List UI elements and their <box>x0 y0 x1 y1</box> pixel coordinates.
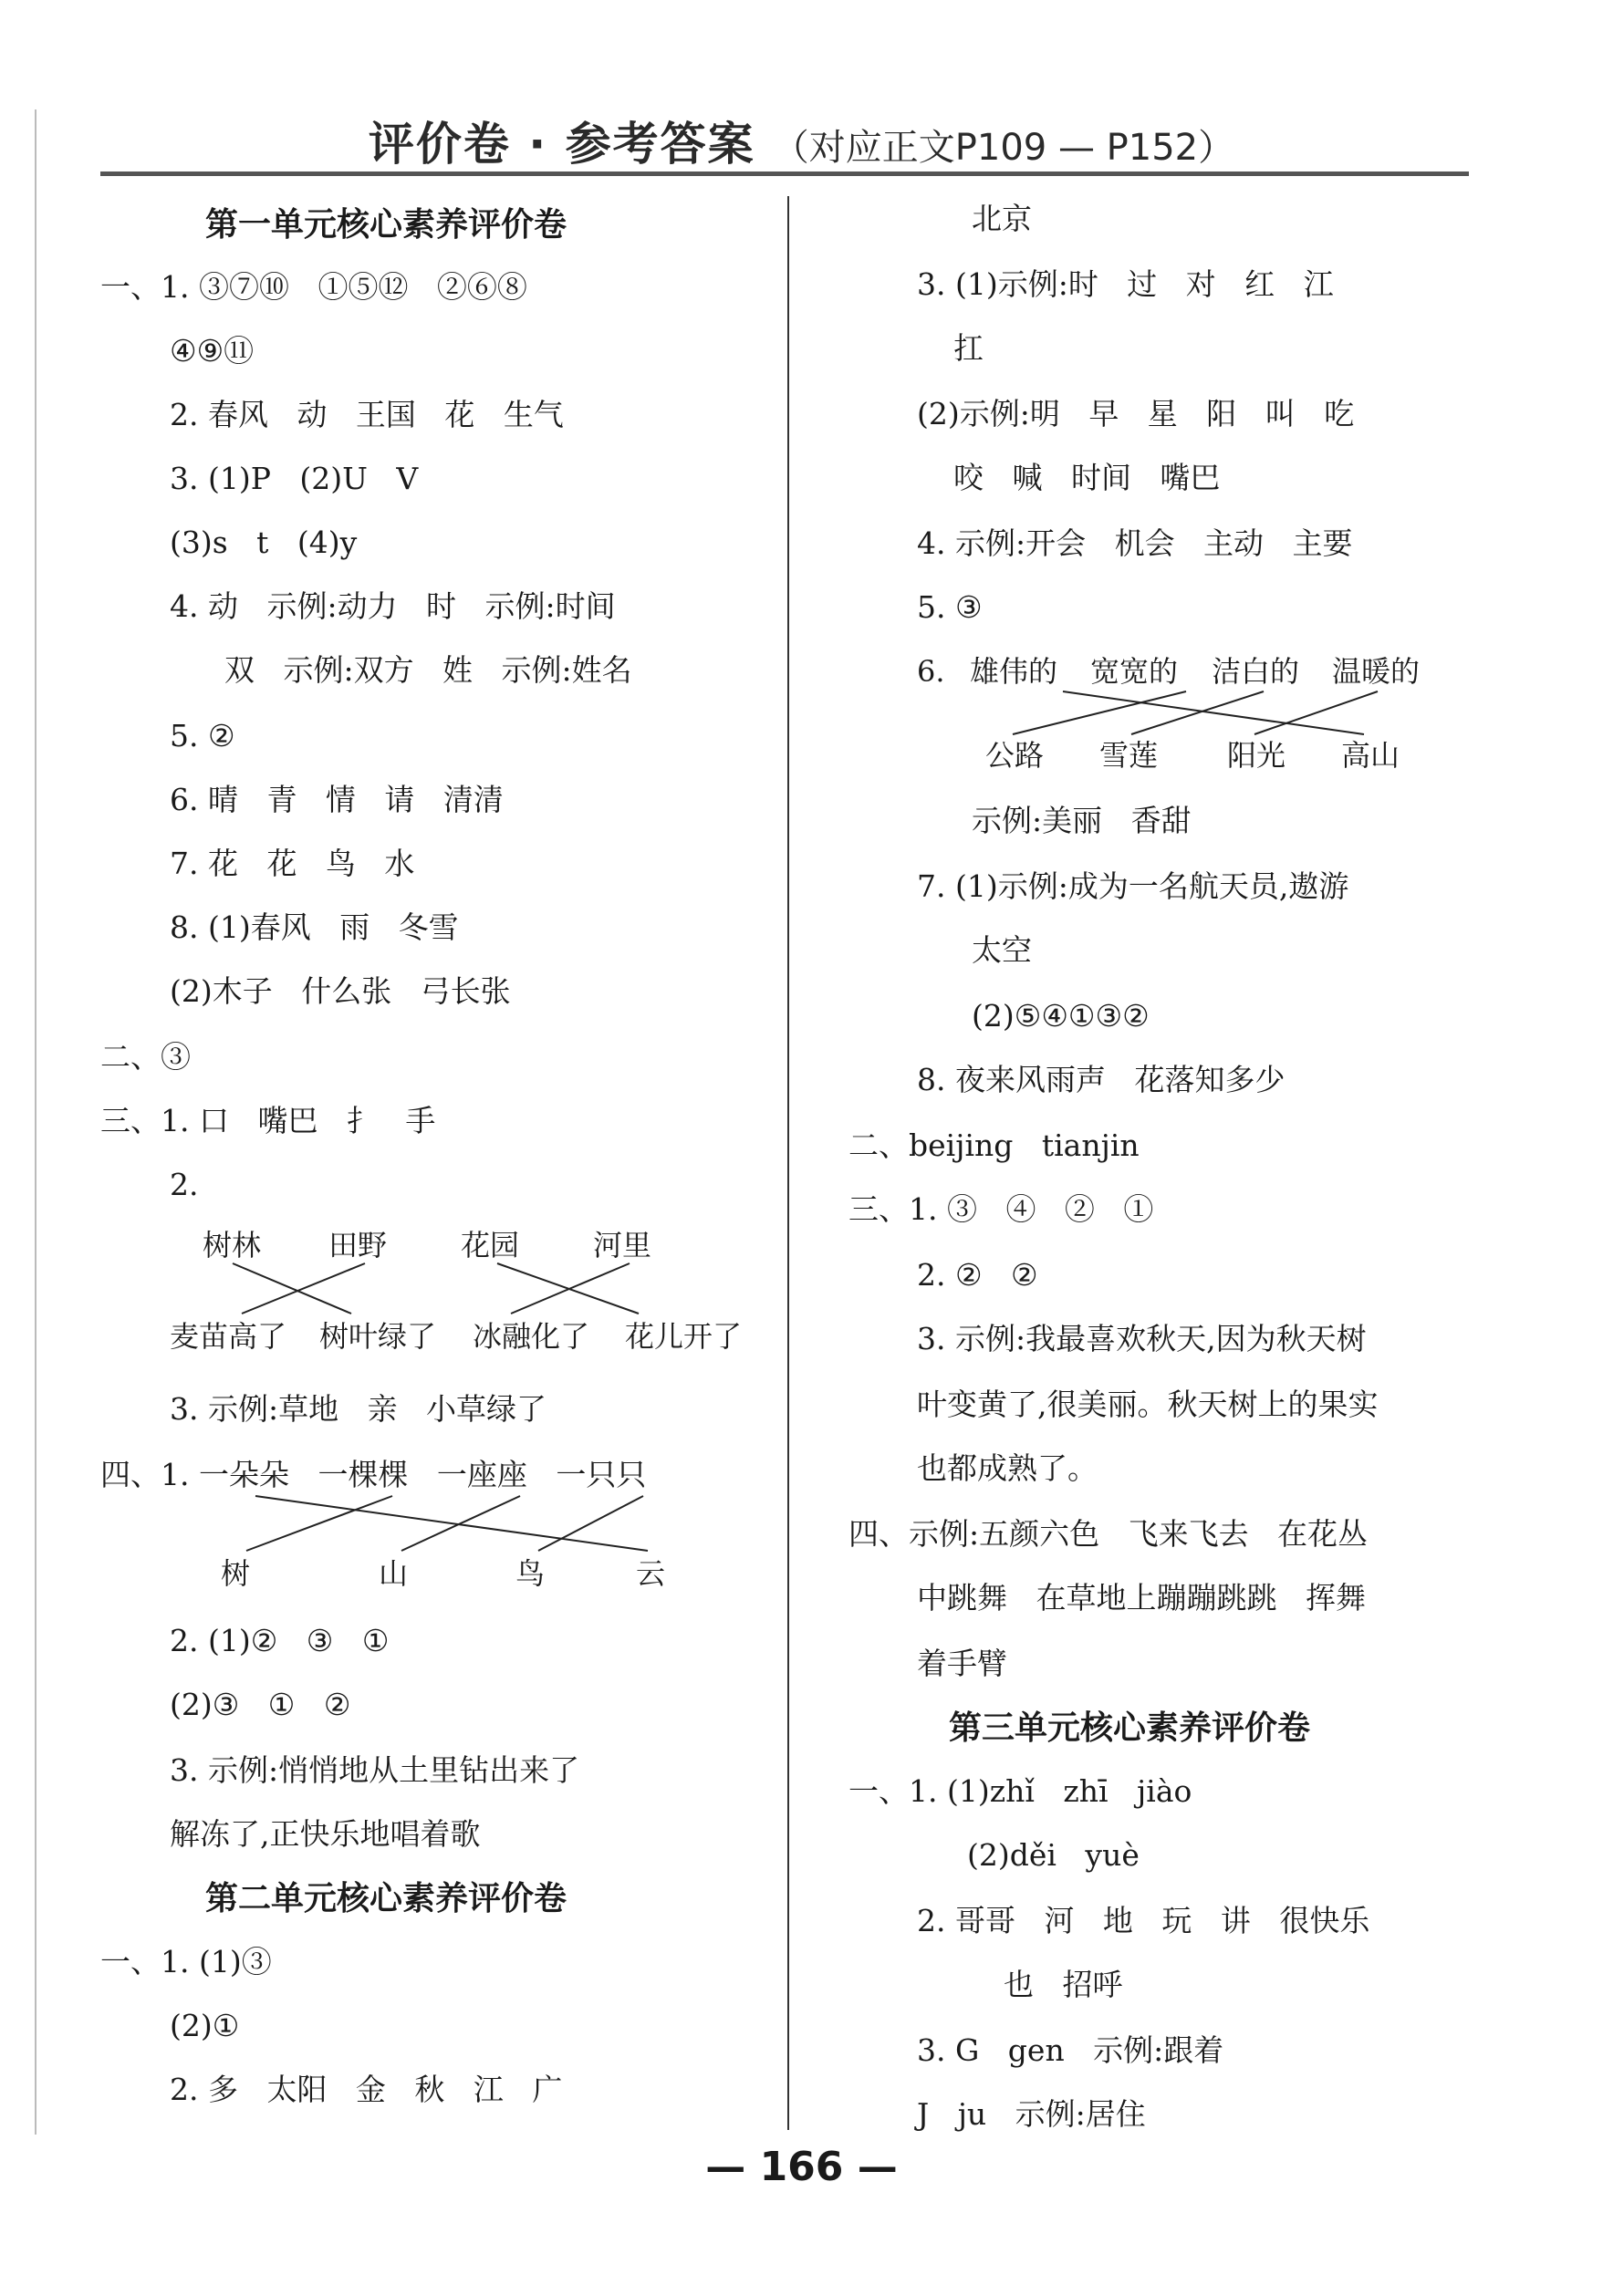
answer-line: 三、1. ③ ④ ② ① <box>848 1191 1154 1227</box>
match-word: 树 <box>221 1556 251 1591</box>
page-subtitle: （对应正文P109 — P152） <box>772 127 1235 169</box>
answer-line: 北京 <box>972 201 1032 236</box>
answer-line: 中跳舞 在草地上蹦蹦跳跳 挥舞 <box>917 1580 1366 1616</box>
answer-line: 2. <box>170 1167 199 1202</box>
answer-line: 也都成熟了。 <box>917 1450 1098 1486</box>
answer-line: 2. 哥哥 河 地 玩 讲 很快乐 <box>917 1903 1370 1938</box>
match-word: 树林 <box>203 1228 262 1262</box>
answer-line: 叶变黄了,很美丽。秋天树上的果实 <box>917 1387 1379 1422</box>
answer-line: 一、1. (1)③ <box>100 1944 272 1979</box>
answer-line: (2)③ ① ② <box>170 1687 351 1722</box>
answer-line: 四、示例:五颜六色 飞来飞去 在花丛 <box>848 1516 1369 1552</box>
match-word: 宽宽的 <box>1090 654 1179 689</box>
match-word: 鸟 <box>515 1556 546 1591</box>
match-word: 高山 <box>1341 738 1400 773</box>
answer-line: 3. 示例:悄悄地从土里钻出来了 <box>170 1752 580 1788</box>
unit2-title: 第二单元核心素养评价卷 <box>205 1880 567 1917</box>
answer-line: (3)s t (4)y <box>170 525 358 560</box>
answer-line: 双 示例:双方 姓 示例:姓名 <box>224 652 632 688</box>
match-word: 花园 <box>461 1228 520 1262</box>
answer-line: (2)děi yuè <box>967 1837 1140 1873</box>
answer-line: 5. ② <box>170 718 235 753</box>
match-word: 麦苗高了 <box>170 1319 287 1354</box>
answer-line: (2)示例:明 早 星 阳 叫 吃 <box>917 396 1355 431</box>
match-line <box>233 1263 351 1314</box>
answer-line: 2. 多 太阳 金 秋 江 广 <box>170 2072 563 2107</box>
match-word: 河里 <box>593 1228 652 1262</box>
page-number: — 166 — <box>705 2144 898 2190</box>
answer-line: (2)⑤④①③② <box>972 998 1150 1034</box>
answer-line: 3. 示例:我最喜欢秋天,因为秋天树 <box>917 1321 1367 1356</box>
answer-line: 3. (1)P (2)U V <box>170 461 419 496</box>
answer-line: 一、1. (1)zhǐ zhī jiào <box>848 1773 1192 1809</box>
match-word: 公路 <box>985 738 1045 773</box>
match-line <box>511 1263 630 1314</box>
answer-line: 3. G gen 示例:跟着 <box>917 2032 1224 2068</box>
answer-line: 太空 <box>972 932 1032 968</box>
page-title: 评价卷 · 参考答案 <box>368 118 755 171</box>
answer-line: 3. 示例:草地 亲 小草绿了 <box>170 1391 547 1427</box>
match-prefix: 6. <box>917 654 945 689</box>
answer-line: 2. 春风 动 王国 花 生气 <box>170 397 564 432</box>
answer-line: ④⑨⑪ <box>170 333 255 369</box>
match-line <box>1013 691 1186 734</box>
answer-line: 4. 动 示例:动力 时 示例:时间 <box>170 588 616 624</box>
answer-line: 示例:美丽 香甜 <box>972 803 1192 838</box>
match-line <box>1131 691 1264 734</box>
answer-line: 6. 晴 青 情 请 清清 <box>170 782 504 817</box>
unit1-title: 第一单元核心素养评价卷 <box>205 206 567 244</box>
match-word: 山 <box>379 1556 409 1591</box>
answer-line: 着手臂 <box>917 1646 1007 1681</box>
answer-line: 解冻了,正快乐地唱着歌 <box>170 1816 481 1852</box>
match-word: 树叶绿了 <box>319 1319 437 1354</box>
answer-line: 二、③ <box>100 1039 191 1075</box>
match-line <box>242 1263 365 1314</box>
answer-line: 三、1. 口 嘴巴 扌 手 <box>100 1103 436 1138</box>
answer-line: 咬 喊 时间 嘴巴 <box>953 460 1221 495</box>
match-word: 云 <box>636 1556 666 1591</box>
answer-line: 3. (1)示例:时 过 对 红 江 <box>917 266 1334 302</box>
answer-line: 8. (1)春风 雨 冬雪 <box>170 909 459 945</box>
answer-line: 扛 <box>953 330 984 366</box>
match-word: 雪莲 <box>1099 738 1159 773</box>
answer-line: (2)① <box>170 2008 240 2043</box>
match-word: 田野 <box>328 1228 388 1262</box>
answer-line: 也 招呼 <box>1004 1967 1123 2002</box>
answer-line: 2. ② ② <box>917 1257 1038 1293</box>
match-line <box>401 1496 520 1551</box>
answer-line: 7. 花 花 鸟 水 <box>170 846 415 881</box>
match-word: 花儿开了 <box>625 1319 743 1354</box>
answer-line: 5. ③ <box>917 589 983 625</box>
answer-line: J ju 示例:居住 <box>917 2096 1146 2132</box>
answer-line: 四、1. 一朵朵 一棵棵 一座座 一只只 <box>100 1457 647 1492</box>
answer-line: (2)木子 什么张 弓长张 <box>170 973 511 1009</box>
match-word: 冰融化了 <box>473 1319 590 1354</box>
answer-line: 2. (1)② ③ ① <box>170 1623 390 1658</box>
answer-line: 7. (1)示例:成为一名航天员,遨游 <box>917 868 1349 904</box>
answer-line: 一、1. ③⑦⑩ ①⑤⑫ ②⑥⑧ <box>100 269 527 305</box>
match-word: 雄伟的 <box>970 654 1058 689</box>
answer-line: 4. 示例:开会 机会 主动 主要 <box>917 525 1353 561</box>
unit3-title: 第三单元核心素养评价卷 <box>949 1709 1311 1747</box>
match-word: 温暖的 <box>1332 654 1421 689</box>
match-word: 洁白的 <box>1212 654 1300 689</box>
answer-line: 8. 夜来风雨声 花落知多少 <box>917 1062 1286 1097</box>
match-word: 阳光 <box>1227 738 1286 773</box>
answer-line: 二、beijing tianjin <box>848 1127 1140 1163</box>
